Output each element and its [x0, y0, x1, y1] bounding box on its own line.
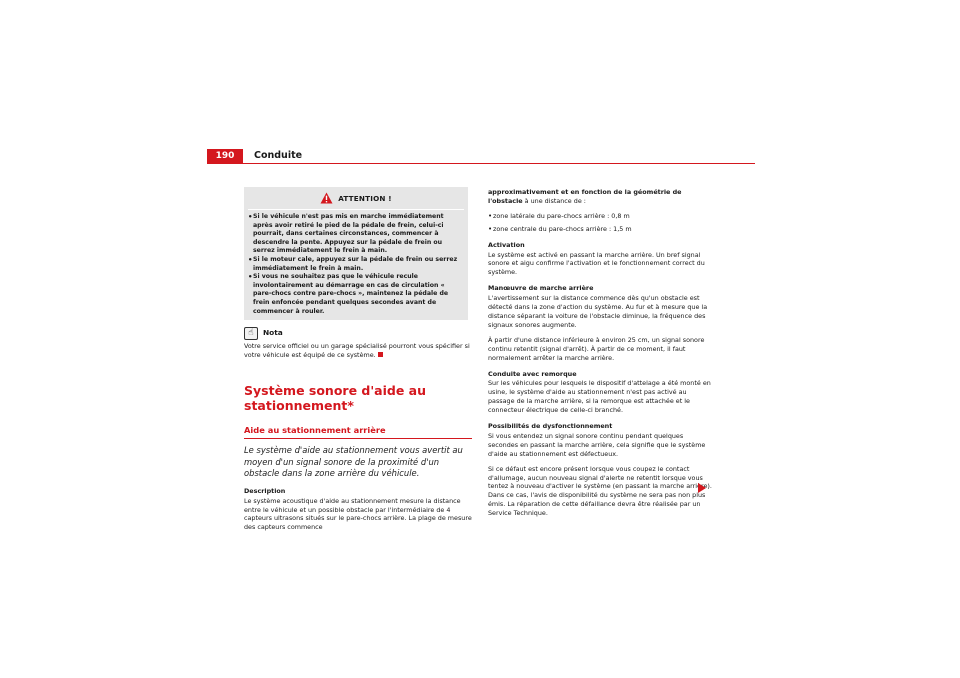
- note-text: Votre service officiel ou un garage spécialisé pourront vous spécifier si votre véhicule est équipé de ce système.: [244, 342, 470, 360]
- note-header: [244, 326, 472, 341]
- distance-item: [488, 212, 714, 221]
- warning-triangle-icon: [320, 192, 333, 207]
- warning-item: [248, 213, 464, 256]
- description-text: Le système acoustique d'aide au stationnement mesure la distance entre le véhicule et un possible obstacle par l'intermédiaire de 4 capteurs ultrasons situés sur le pare-chocs arrière. La plage de mesure des capteurs commence: [244, 496, 472, 532]
- bullet-icon: •: [488, 224, 493, 233]
- warning-box: [244, 187, 468, 320]
- right-column: [488, 187, 714, 518]
- continuation-bold: approximativement et en fonction de la géométrie de l'obstacle: [488, 188, 682, 205]
- note-title: Nota: [263, 328, 283, 338]
- malfunction-heading: Possibilités de dysfonctionnement: [488, 422, 613, 431]
- distance-item-text: zone centrale du pare-chocs arrière : 1,5 m: [493, 224, 632, 233]
- warning-title: ATTENTION !: [338, 193, 392, 203]
- section-title: Système sonore d'aide au stationnement*: [244, 382, 427, 413]
- bullet-icon: •: [248, 255, 253, 264]
- malfunction-text: Si vous entendez un signal sonore continu pendant quelques secondes en passant la marche arrière, cela signifie que le système d'aide au stationnement est défectueux.: [488, 431, 706, 458]
- warning-item: [248, 273, 464, 316]
- note-hand-icon: ☝: [244, 327, 258, 340]
- bullet-icon: •: [488, 211, 493, 220]
- header-rule: [207, 163, 755, 164]
- trailer-text: Sur les véhicules pour lesquels le dispositif d'attelage a été monté en usine, le système d'aide au stationnement n'est pas activé au passage de la marche arrière, si la remorque est attachée et le connecteur électrique de celle-ci branché.: [488, 379, 711, 415]
- running-head: Conduite: [254, 150, 303, 161]
- warning-item-text: Si le moteur cale, appuyez sur la pédale de frein ou serrez immédiatement le frein à main.: [253, 255, 458, 272]
- section-intro: Le système d'aide au stationnement vous avertit au moyen d'un signal sonore de la proximité d'un obstacle dans la zone arrière du véhicule.: [244, 444, 463, 479]
- subsection-title: Aide au stationnement arrière: [244, 424, 386, 435]
- warning-item-text: Si vous ne souhaitez pas que le véhicule recule involontairement au démarrage en cas de circulation « pare-chocs contre pare-chocs », maintenez la pédale de frein enfoncée pendant quelques secondes avant de commencer à rouler.: [253, 273, 449, 315]
- warning-header: [248, 190, 464, 208]
- warning-divider: [248, 209, 464, 210]
- activation-heading: Activation: [488, 240, 525, 249]
- warning-item-text: Si le véhicule n'est pas mis en marche immédiatement après avoir retiré le pied de la pédale de frein, celui-ci pourrait, dans certaines circonstances, commencer à descendre la pente. Appuyez sur la pédale de frein ou serrez immédiatement le frein à main.: [253, 213, 444, 255]
- distance-item: [488, 225, 714, 234]
- reverse-text: L'avertissement sur la distance commence dès qu'un obstacle est détecté dans la zone d'action du système. Au fur et à mesure que la distance séparant la voiture de l'obstacle diminue, la fréquence des signaux sonores augmente.: [488, 294, 708, 329]
- continue-arrow-icon: [698, 483, 706, 493]
- reverse-heading: Manœuvre de marche arrière: [488, 284, 594, 293]
- continuation-rest: à une distance de :: [522, 196, 586, 205]
- activation-text: Le système est activé en passant la marche arrière. Un bref signal sonore et aigu confirme l'activation et le fonctionnement correct du système.: [488, 250, 705, 277]
- continuation-text: [488, 188, 714, 206]
- description-heading: Description: [244, 486, 286, 495]
- bullet-icon: •: [248, 273, 253, 282]
- page-number: 190: [207, 149, 243, 163]
- bullet-icon: •: [248, 213, 253, 221]
- subsection-rule: [244, 438, 472, 439]
- warning-item: [248, 256, 464, 273]
- distance-item-text: zone latérale du pare-chocs arrière : 0,8 m: [493, 211, 630, 220]
- note-text-block: [244, 342, 472, 360]
- trailer-heading: Conduite avec remorque: [488, 369, 577, 378]
- end-of-section-icon: [378, 352, 383, 357]
- malfunction-text: Si ce défaut est encore présent lorsque vous coupez le contact d'allumage, aucun nouveau signal d'alerte ne retentit lorsque vous tentez à nouveau d'activer le système (en passant la marche arrière). Dans ce cas, l'avis de disponibilité du système ne sera pas non plus émis. La réparation de cette défaillance devra être réalisée par un Service Technique.: [488, 464, 712, 518]
- left-column: [244, 187, 472, 532]
- reverse-text: À partir d'une distance inférieure à environ 25 cm, un signal sonore continu retentit (signal d'arrêt). À partir de ce moment, il faut normalement arrêter la marche arrière.: [488, 335, 705, 362]
